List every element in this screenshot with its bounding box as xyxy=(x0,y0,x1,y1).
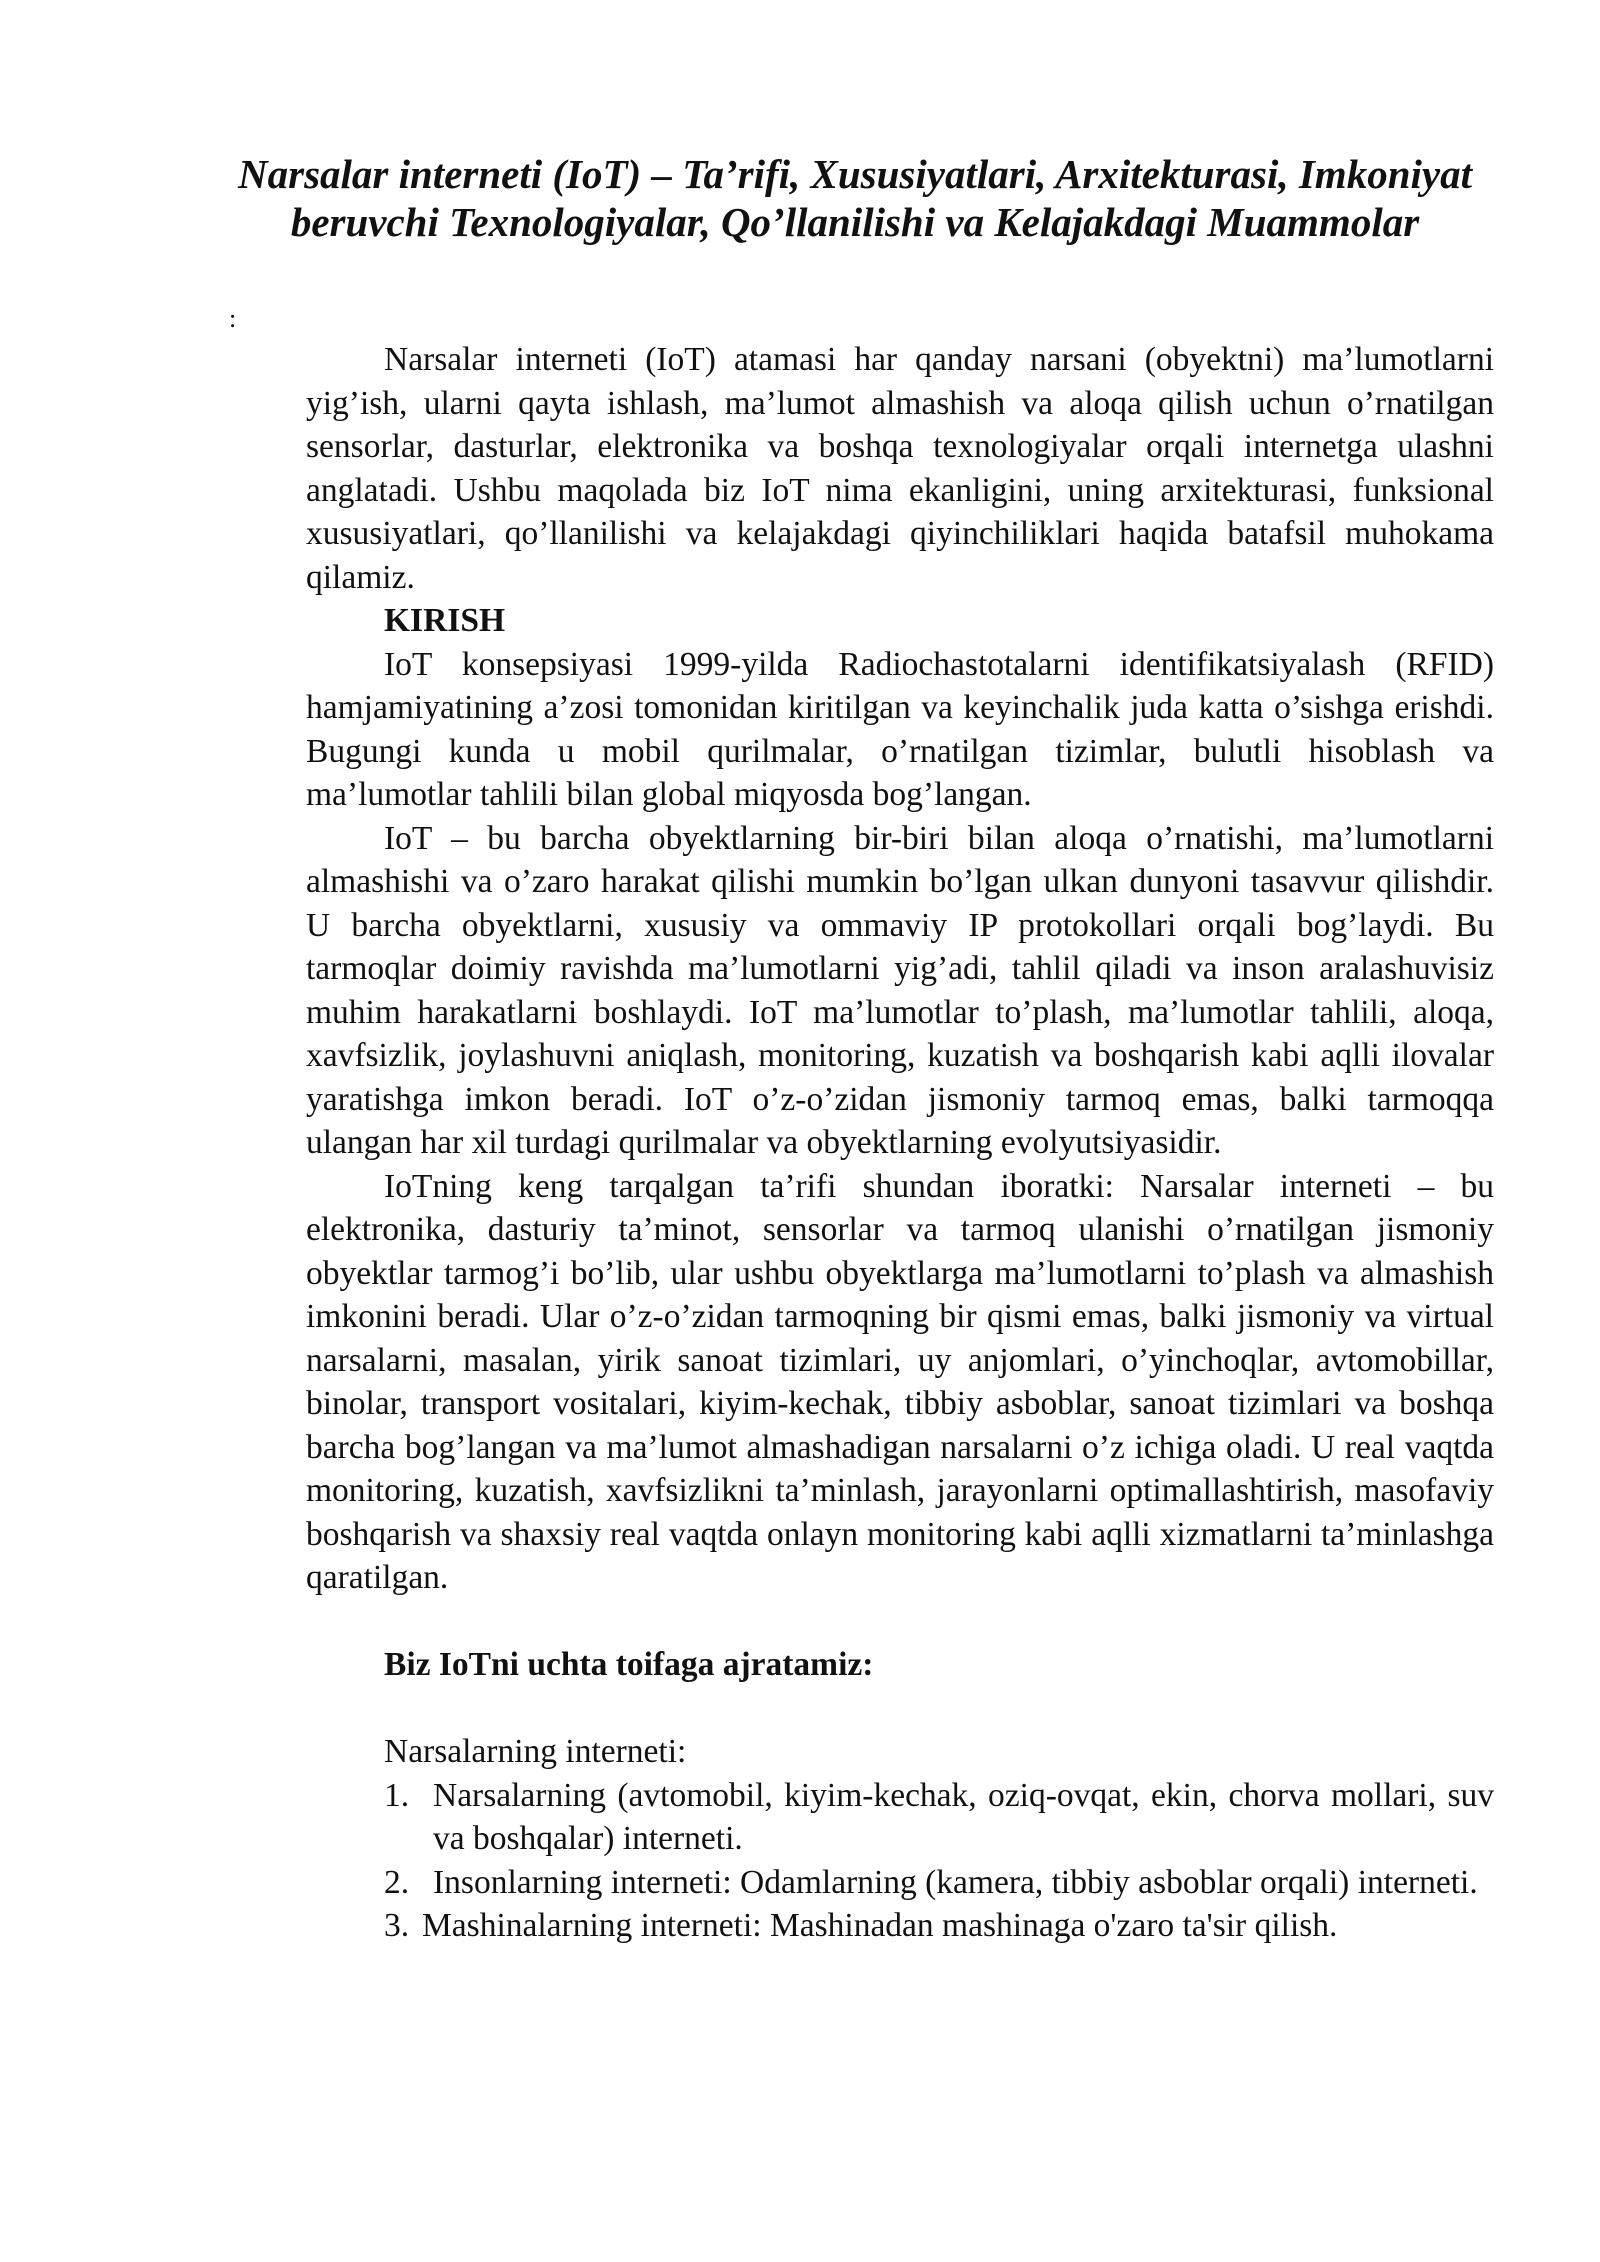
list-item xyxy=(384,1861,1494,1905)
list-item-number: 2. xyxy=(384,1863,410,1901)
list-item-number: 1. xyxy=(384,1776,410,1814)
list-item xyxy=(384,1774,1494,1861)
spacer xyxy=(306,1600,1494,1644)
list-intro: Narsalarning interneti: xyxy=(384,1733,687,1770)
intro-paragraph: Narsalar interneti (IoT) atamasi har qanday narsani (obyektni) ma’lumotlarni yig’ish, ularni qayta ishlash, ma’lumot almashish va aloqa qilish uchun o’rnatilgan sensorlar, dasturlar, elektronika va boshqa texnologiyalar orqali internetga ulashni anglatadi. Ushbu maqolada biz IoT nima ekanligini, uning arxitekturasi, funksional xususiyatlari, qo’llanilishi va kelajakdagi qiyinchiliklari haqida batafsil muhokama qilamiz. xyxy=(306,341,1494,596)
document-title: Narsalar interneti (IoT) – Ta’rifi, Xususiyatlari, Arxitekturasi, Imkoniyat beruvchi Texnologiyalar, Qo’llanilishi va Kelajakdagi Muammolar xyxy=(238,151,1472,245)
paragraph-3: IoTning keng tarqalgan ta’rifi shundan iboratki: Narsalar interneti – bu elektronika, dasturiy ta’minot, sensorlar va tarmoq ulanishi o’rnatilgan jismoniy obyektlar tarmog’i bo’lib, ular ushbu obyektlarga ma’lumotlarni to’plash va almashish imkonini beradi. Ular o’z-o’zidan tarmoqning bir qismi emas, balki jismoniy va virtual narsalarni, masalan, yirik sanoat tizimlari, uy anjomlari, o’yinchoqlar, avtomobillar, binolar, transport vositalari, kiyim-kechak, tibbiy asboblar, sanoat tizimlari va boshqa barcha bog’langan va ma’lumot almashadigan narsalarni o’z ichiga oladi. U real vaqtda monitoring, kuzatish, xavfsizlikni ta’minlash, jarayonlarni optimallashtirish, masofaviy boshqarish va shaxsiy real vaqtda onlayn monitoring kabi aqlli xizmatlarni ta’minlashga qaratilgan. xyxy=(306,1167,1494,1596)
section-heading: KIRISH xyxy=(384,602,506,639)
list-item-number: 3. xyxy=(384,1907,410,1944)
list-item-text: Narsalarning (avtomobil, kiyim-kechak, oziq-ovqat, ekin, chorva mollari, suv va boshqalar) interneti. xyxy=(433,1776,1494,1857)
paragraph-2: IoT – bu barcha obyektlarning bir-biri bilan aloqa o’rnatishi, ma’lumotlarni almashishi va o’zaro harakat qilishi mumkin bo’lgan ulkan dunyoni tasavvur qilishdir. U barcha obyektlarni, xususiy va ommaviy IP protokollari orqali bog’laydi. Bu tarmoqlar doimiy ravishda ma’lumotlarni yig’adi, tahlil qiladi va inson aralashuvisiz muhim harakatlarni boshlaydi. IoT ma’lumotlar to’plash, ma’lumotlar tahlili, aloqa, xavfsizlik, joylashuvni aniqlash, monitoring, kuzatish va boshqarish kabi aqlli ilovalar yaratishga imkon beradi. IoT o’z-o’zidan jismoniy tarmoq emas, balki tarmoqqa ulangan har xil turdagi qurilmalar va obyektlarning evolyutsiyasidir. xyxy=(306,819,1494,1161)
categories-heading: Biz IoTni uchta toifaga ajratamiz: xyxy=(384,1646,874,1683)
paragraph-1: IoT konsepsiyasi 1999-yilda Radiochastotalarni identifikatsiyalash (RFID) hamjamiyatining a’zosi tomonidan kiritilgan va keyinchalik juda katta o’sishga erishdi. Bugungi kunda u mobil qurilmalar, o’rnatilgan tizimlar, bulutli hisoblash va ma’lumotlar tahlili bilan global miqyosda bog’langan. xyxy=(306,645,1494,813)
list-item xyxy=(384,1904,1494,1948)
category-list xyxy=(306,1774,1494,1948)
document-body xyxy=(306,338,1494,1948)
list-item-text: Insonlarning interneti: Odamlarning (kamera, tibbiy asboblar orqali) interneti. xyxy=(433,1863,1478,1901)
stray-mark: : xyxy=(229,304,237,333)
list-item-text: Mashinalarning interneti: Mashinadan mashinaga o'zaro ta'sir qilish. xyxy=(422,1907,1338,1944)
spacer xyxy=(306,1687,1494,1731)
